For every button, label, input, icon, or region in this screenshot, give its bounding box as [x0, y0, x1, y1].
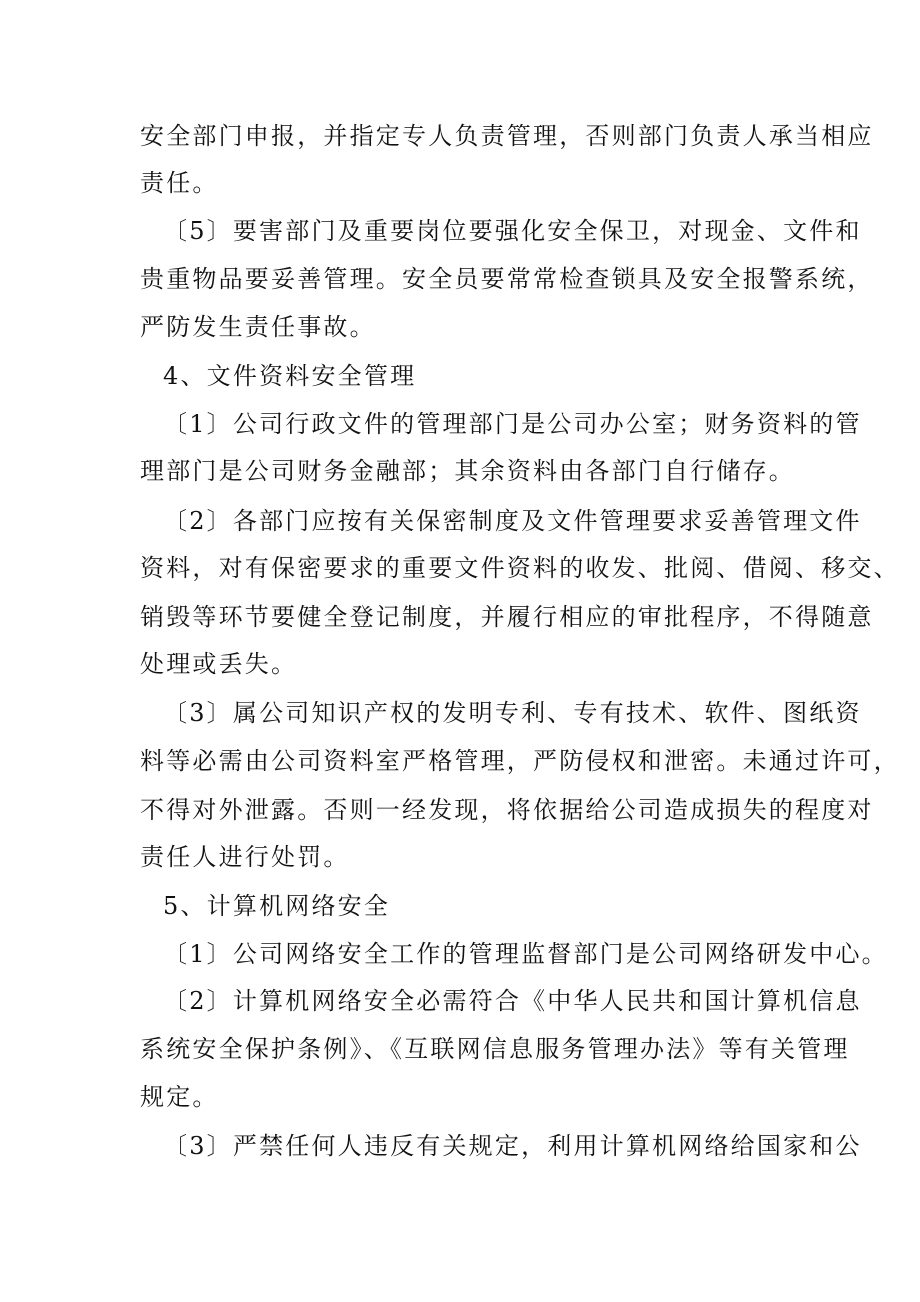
- text-line: 贵重物品要妥善管理。安全员要常常检查锁具及安全报警系统，: [140, 265, 874, 293]
- text-line: 资料，对有保密要求的重要文件资料的收发、批阅、借阅、移交、: [140, 554, 900, 582]
- text-line: 系统安全保护条例》、《互联网信息服务管理办法》等有关管理: [140, 1035, 850, 1063]
- text-line: 理部门是公司财务金融部；其余资料由各部门自行储存。: [140, 457, 795, 485]
- text-line: 料等必需由公司资料室严格管理，严防侵权和泄密。未通过许可，: [140, 747, 900, 775]
- text-line: 规定。: [140, 1083, 219, 1111]
- section-heading: 5、计算机网络安全: [163, 892, 391, 920]
- text-line: 〔3〕严禁任何人违反有关规定，利用计算机网络给国家和公: [163, 1132, 862, 1160]
- text-line: 销毁等环节要健全登记制度，并履行相应的审批程序，不得随意: [140, 603, 874, 631]
- text-line: 〔5〕要害部门及重要岗位要强化安全保卫，对现金、文件和: [163, 217, 862, 245]
- text-line: 严防发生责任事故。: [140, 313, 376, 341]
- text-line: 〔2〕计算机网络安全必需符合《中华人民共和国计算机信息: [163, 987, 862, 1015]
- text-line: 〔1〕公司行政文件的管理部门是公司办公室；财务资料的管: [163, 410, 862, 438]
- text-line: 〔1〕公司网络安全工作的管理监督部门是公司网络研发中心。: [163, 940, 888, 968]
- text-line: 责任人进行处罚。: [140, 843, 350, 871]
- text-line: 〔2〕各部门应按有关保密制度及文件管理要求妥善管理文件: [163, 507, 862, 535]
- text-line: 〔3〕属公司知识产权的发明专利、专有技术、软件、图纸资: [163, 699, 862, 727]
- section-heading: 4、文件资料安全管理: [163, 362, 417, 390]
- text-line: 责任。: [140, 169, 219, 197]
- text-line: 不得对外泄露。否则一经发现，将依据给公司造成损失的程度对: [140, 796, 874, 824]
- text-line: 安全部门申报，并指定专人负责管理，否则部门负责人承当相应: [140, 122, 874, 150]
- text-line: 处理或丢失。: [140, 650, 298, 678]
